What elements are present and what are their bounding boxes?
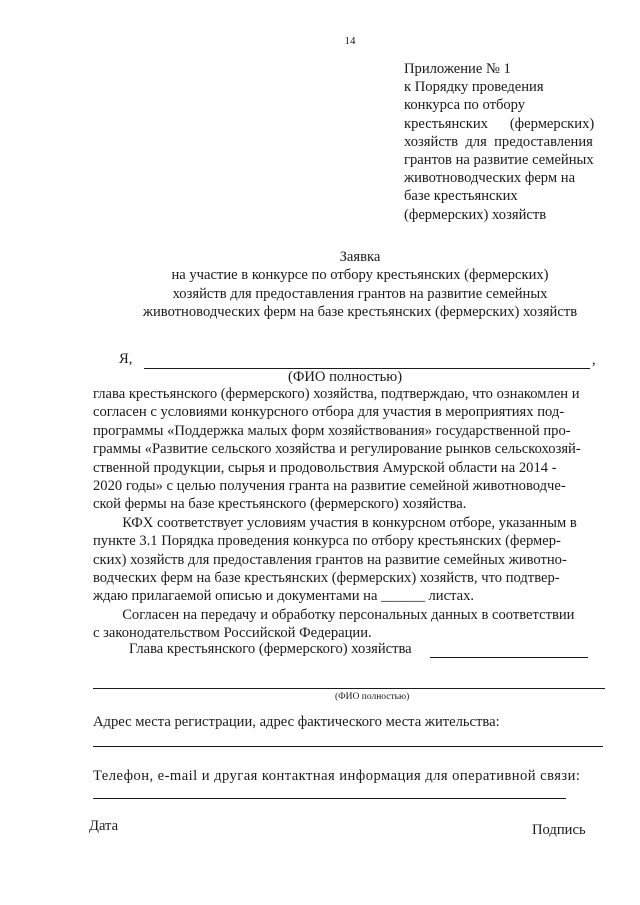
appendix-line: хозяйств для предоставления bbox=[404, 133, 593, 150]
body-line: программы «Поддержка малых форм хозяйствования» государственной про- bbox=[93, 422, 571, 439]
body-line: граммы «Развитие сельского хозяйства и регулирование рынков сельскохозяй- bbox=[93, 441, 581, 458]
head-fio-line[interactable] bbox=[93, 688, 605, 689]
body-line: ской фермы на базе крестьянского (фермерского) хозяйства. bbox=[93, 496, 467, 513]
appendix-line: базе крестьянских bbox=[404, 188, 518, 205]
body-line: водческих ферм на базе крестьянских (фермерских) хозяйств, что подтвер- bbox=[93, 570, 560, 587]
signature-label: Подпись bbox=[532, 822, 586, 838]
page-number: 14 bbox=[344, 35, 356, 47]
applicant-suffix: , bbox=[592, 352, 596, 368]
appendix-line: крестьянских (фермерских) bbox=[404, 115, 595, 132]
body-line: ждаю прилагаемой описью и документами на ______ листах. bbox=[93, 588, 475, 605]
appendix-line: к Порядку проведения bbox=[404, 79, 544, 96]
appendix-note bbox=[404, 60, 594, 224]
document-title bbox=[50, 248, 640, 322]
head-signature-line[interactable] bbox=[430, 657, 588, 658]
appendix-line: Приложение № 1 bbox=[404, 61, 511, 77]
body-line: ских) хозяйств для предоставления грантов на развитие семейных животно- bbox=[93, 551, 567, 568]
body-line: с законодательством Российской Федерации. bbox=[93, 625, 372, 642]
title-line: на участие в конкурсе по отбору крестьянских (фермерских) bbox=[171, 267, 549, 284]
title-heading: Заявка bbox=[339, 249, 381, 265]
body-line: Согласен на передачу и обработку персональных данных в соответствии bbox=[93, 606, 575, 623]
body-line: глава крестьянского (фермерского) хозяйства, подтверждаю, что ознакомлен и bbox=[93, 386, 580, 402]
head-fio-caption: (ФИО полностью) bbox=[335, 692, 410, 702]
appendix-line: конкурса по отбору bbox=[404, 97, 526, 114]
body-line: пункте 3.1 Порядка проведения конкурса по отбору крестьянских (фермер- bbox=[93, 533, 561, 550]
body-line: КФХ соответствует условиям участия в конкурсном отборе, указанным в bbox=[93, 514, 577, 531]
body-line: согласен с условиями конкурсного отбора для участия в мероприятиях под- bbox=[93, 404, 565, 421]
body-line: 2020 годы» с целью получения гранта на развитие семейной животноводче- bbox=[93, 478, 566, 495]
head-signature-label: Глава крестьянского (фермерского) хозяйства bbox=[129, 641, 412, 657]
applicant-fio-caption: (ФИО полностью) bbox=[288, 369, 403, 385]
appendix-line: животноводческих ферм на bbox=[404, 170, 576, 187]
appendix-line: (фермерских) хозяйств bbox=[404, 206, 547, 223]
contacts-line[interactable] bbox=[93, 798, 566, 799]
body-line: ственной продукции, сырья и продовольствия Амурской области на 2014 - bbox=[93, 459, 557, 476]
date-label: Дата bbox=[89, 818, 119, 834]
title-line: животноводческих ферм на базе крестьянских (фермерских) хозяйств bbox=[142, 304, 578, 321]
title-line: хозяйств для предоставления грантов на развитие семейных bbox=[172, 285, 548, 302]
address-label: Адрес места регистрации, адрес фактического места жительства: bbox=[93, 714, 500, 730]
application-body bbox=[93, 385, 581, 643]
address-line[interactable] bbox=[93, 746, 603, 747]
contacts-label: Телефон, e-mail и другая контактная информация для оперативной связи: bbox=[93, 768, 581, 784]
appendix-line: грантов на развитие семейных bbox=[404, 152, 594, 169]
applicant-prefix: Я, bbox=[119, 351, 133, 367]
